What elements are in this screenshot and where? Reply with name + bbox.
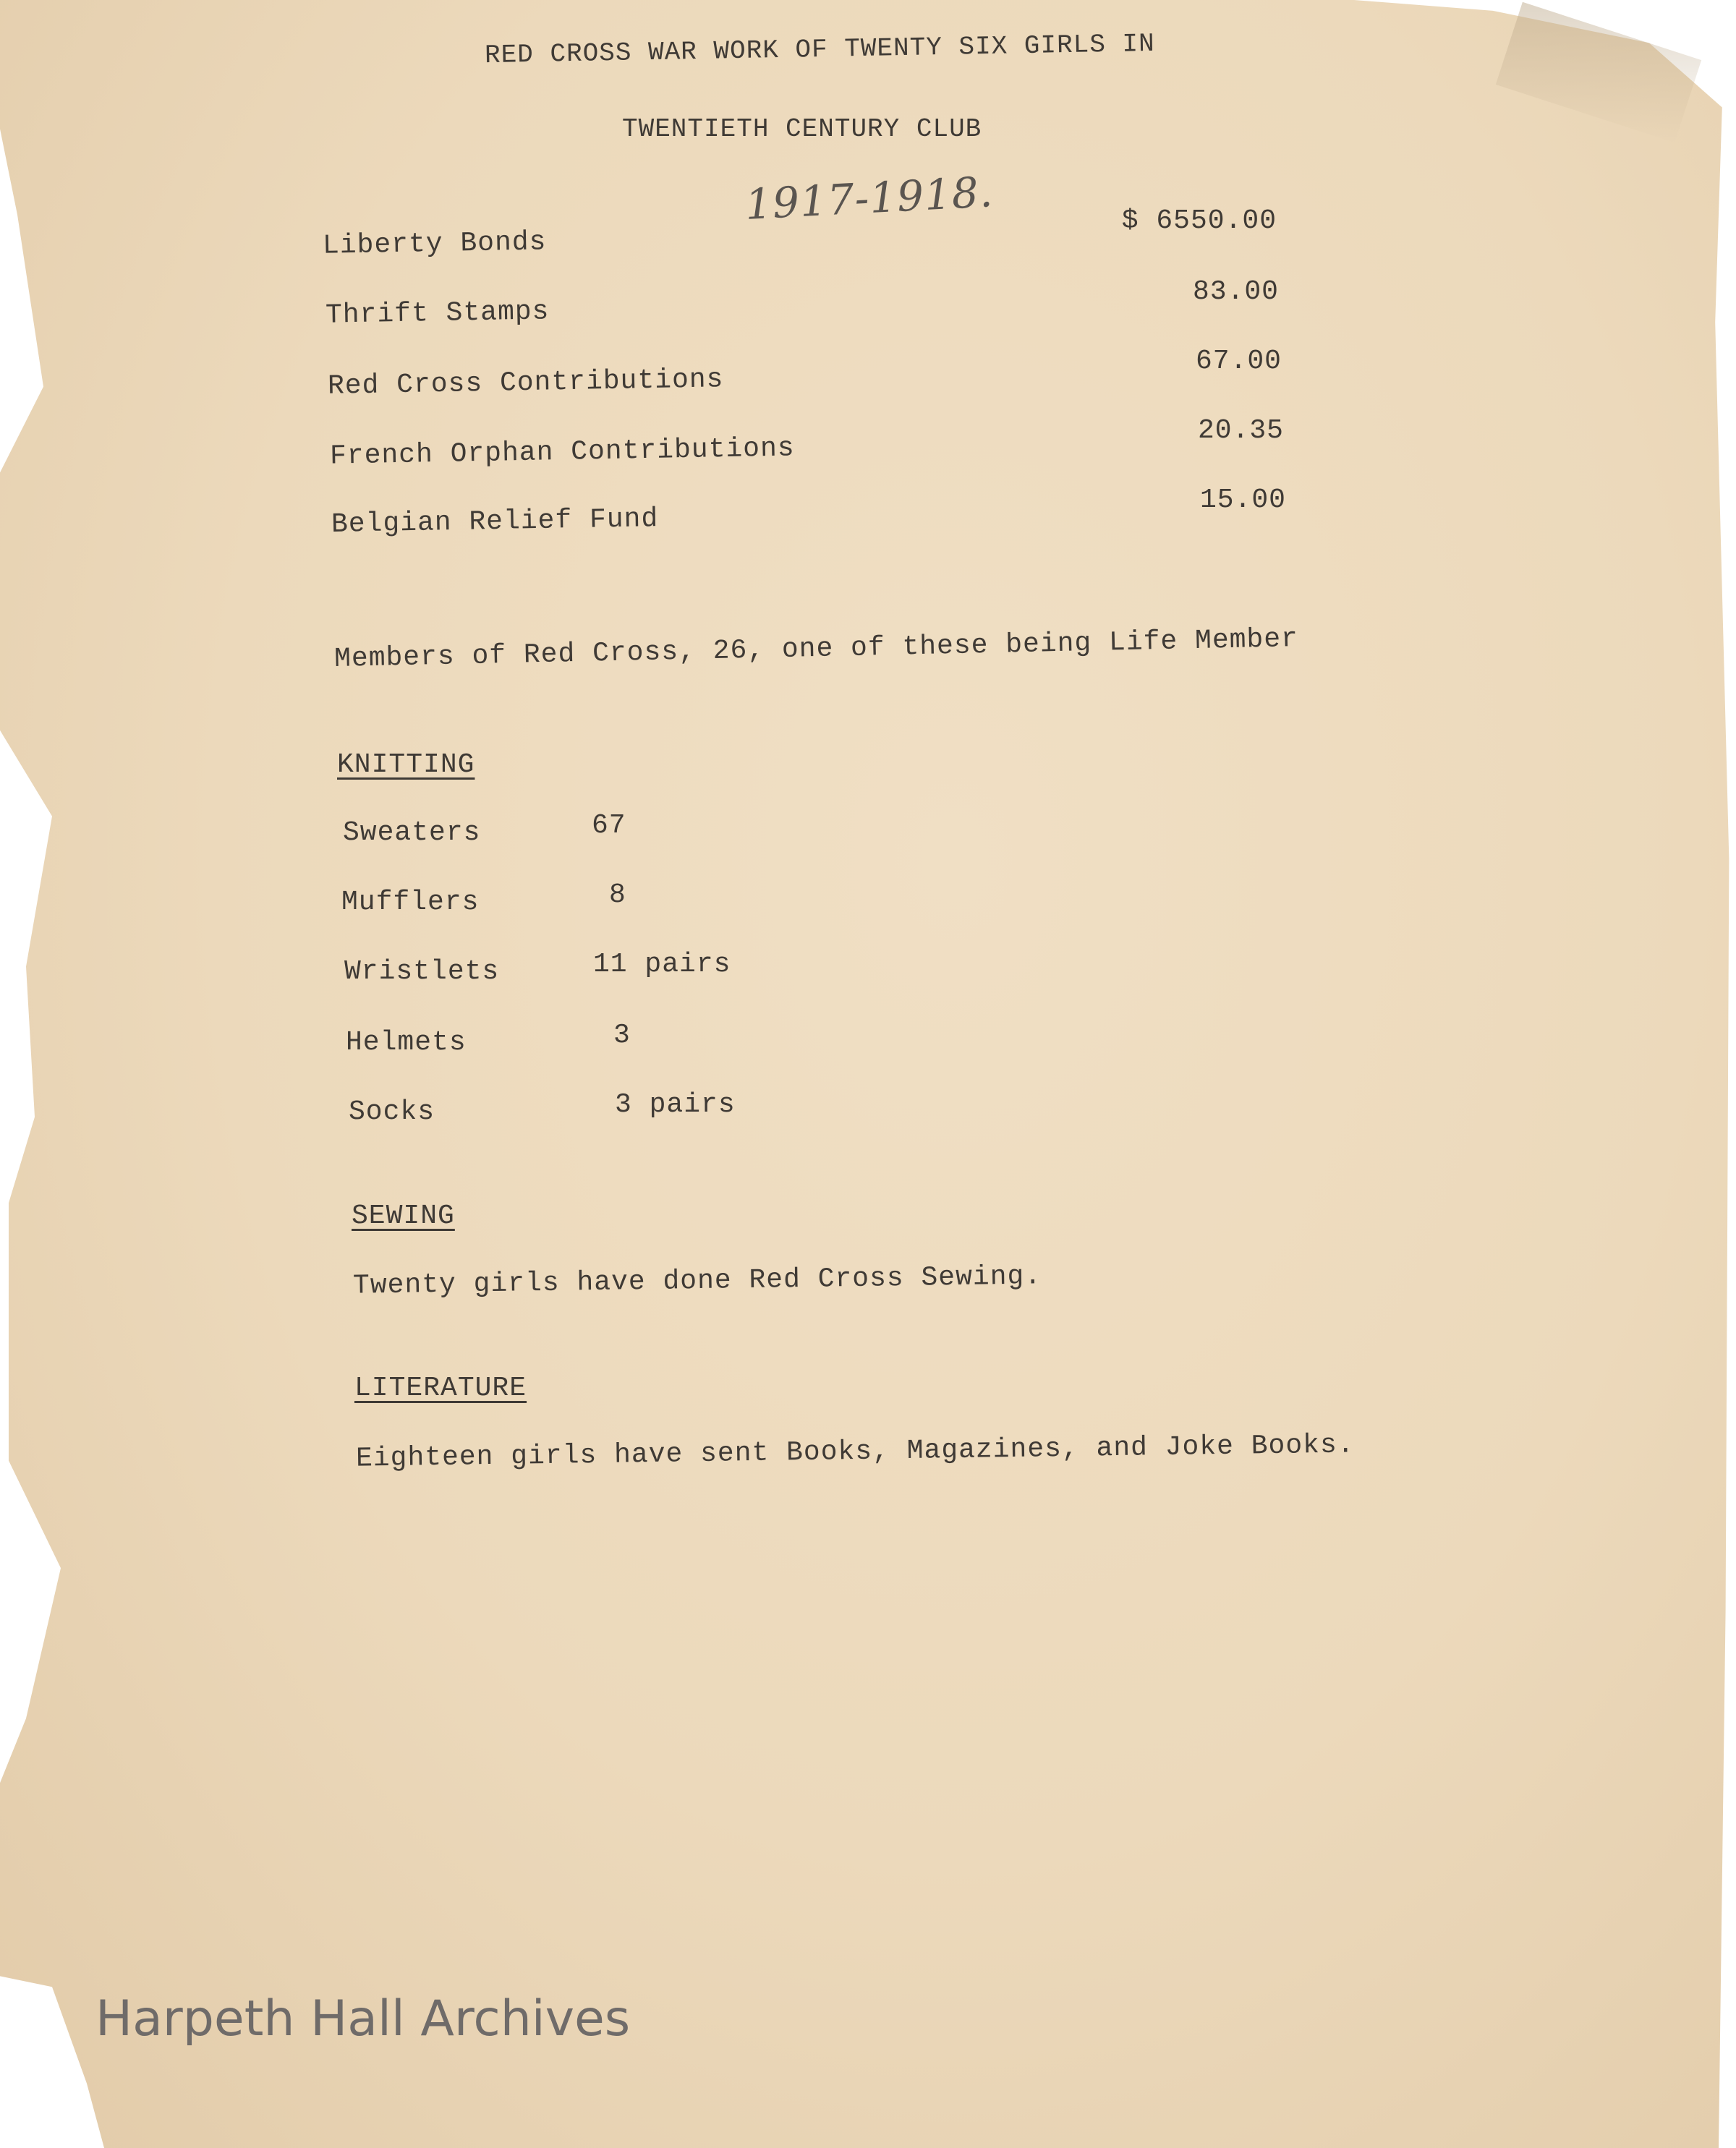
literature-heading: LITERATURE bbox=[354, 1373, 527, 1404]
contribution-amount: 67.00 bbox=[1195, 346, 1282, 377]
members-line: Members of Red Cross, 26, one of these being Life Member bbox=[333, 623, 1299, 675]
handwritten-date: 1917-1918. bbox=[744, 167, 995, 229]
literature-text: Eighteen girls have sent Books, Magazines, and Joke Books. bbox=[355, 1429, 1355, 1475]
knitting-item-value: 3 pairs bbox=[615, 1089, 736, 1120]
title-line-1: RED CROSS WAR WORK OF TWENTY SIX GIRLS IN bbox=[484, 28, 1156, 71]
archive-watermark: Harpeth Hall Archives bbox=[95, 1990, 631, 2047]
sewing-heading: SEWING bbox=[352, 1201, 455, 1232]
knitting-item-value: 11 pairs bbox=[593, 949, 731, 980]
sewing-text: Twenty girls have done Red Cross Sewing. bbox=[352, 1261, 1042, 1302]
knitting-item-label: Socks bbox=[349, 1096, 435, 1128]
knitting-item-label: Mufflers bbox=[341, 887, 480, 918]
knitting-item-label: Helmets bbox=[346, 1027, 467, 1058]
contribution-label: Belgian Relief Fund bbox=[331, 503, 659, 540]
knitting-item-value: 8 bbox=[609, 879, 626, 911]
knitting-item-value: 67 bbox=[592, 810, 626, 841]
contribution-label: Thrift Stamps bbox=[325, 296, 550, 331]
contribution-label: Liberty Bonds bbox=[322, 226, 547, 262]
knitting-item-value: 3 bbox=[613, 1020, 631, 1051]
contribution-label: Red Cross Contributions bbox=[327, 364, 724, 402]
contribution-amount: 83.00 bbox=[1192, 276, 1279, 307]
knitting-heading: KNITTING bbox=[337, 749, 475, 780]
knitting-item-label: Wristlets bbox=[344, 956, 500, 987]
contribution-label: French Orphan Contributions bbox=[329, 432, 796, 472]
title-line-2: TWENTIETH CENTURY CLUB bbox=[622, 114, 982, 144]
contribution-amount: 20.35 bbox=[1197, 415, 1284, 446]
knitting-item-label: Sweaters bbox=[343, 817, 481, 848]
contribution-amount: 15.00 bbox=[1199, 485, 1286, 516]
contribution-amount: $ 6550.00 bbox=[1121, 205, 1277, 236]
